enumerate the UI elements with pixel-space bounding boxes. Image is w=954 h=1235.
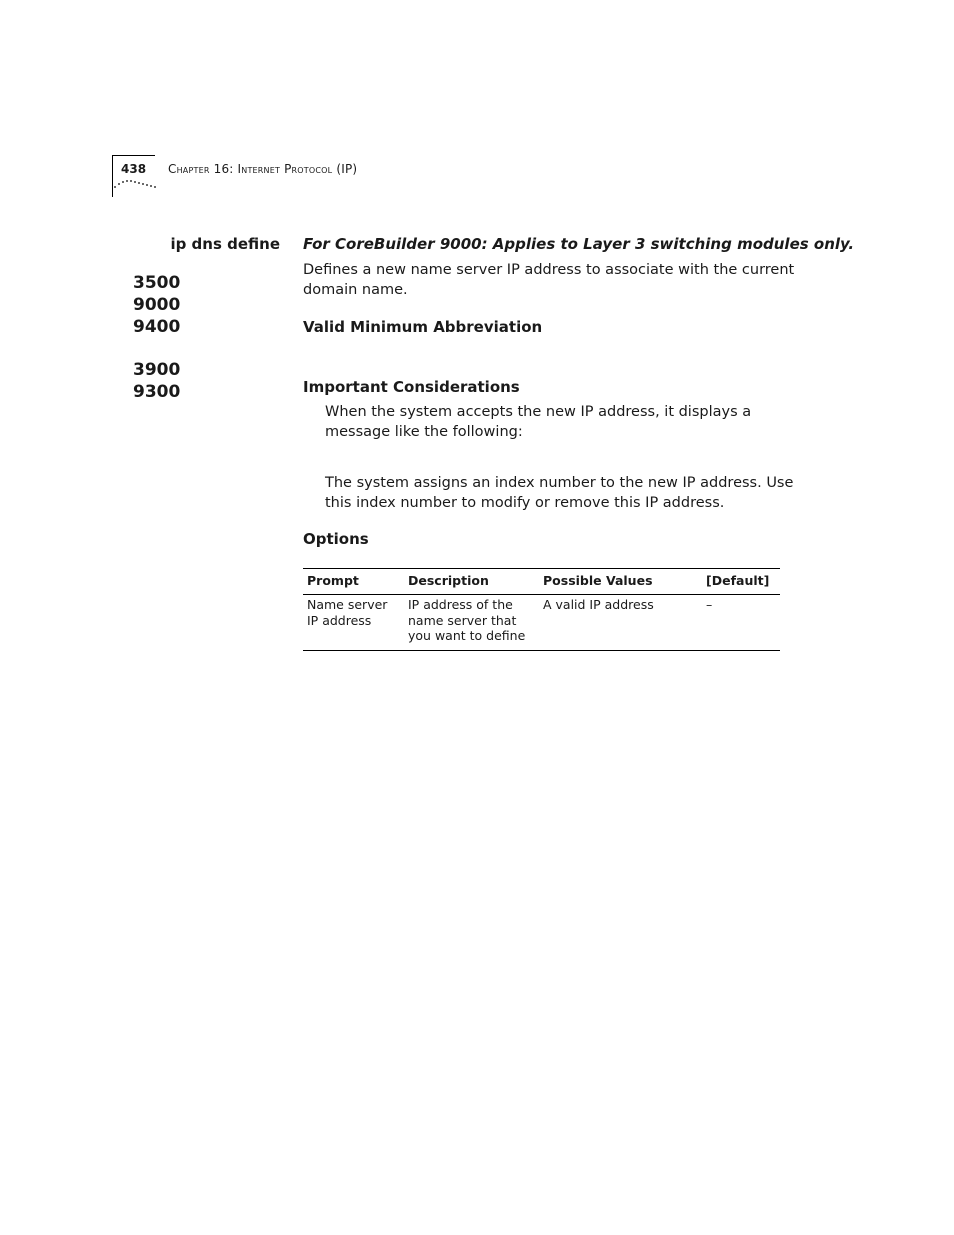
column-header: Prompt [307, 573, 359, 588]
table-cell: Name server IP address [307, 597, 388, 628]
platform-list [133, 272, 180, 403]
table-header-row [303, 569, 780, 595]
platform-number: 3500 [133, 273, 181, 293]
applies-note: For CoreBuilder 9000: Applies to Layer 3 switching modules only. [303, 235, 855, 253]
options-table [303, 568, 780, 651]
header-rule-vertical [112, 155, 113, 197]
table-cell: IP address of the name server that you want to define [408, 597, 526, 643]
platform-number: 9000 [133, 295, 181, 315]
important-considerations-heading: Important Considerations [303, 378, 520, 396]
page-number: 438 [121, 162, 147, 176]
platform-number: 3900 [133, 360, 181, 380]
platform-number: 9400 [133, 317, 181, 337]
definition-text: Defines a new name server IP address to associate with the current domain name. [303, 262, 795, 298]
main-content [303, 235, 855, 548]
table-cell: A valid IP address [543, 597, 654, 612]
header-rule-horizontal [112, 155, 155, 156]
consideration-text-1: When the system accepts the new IP address, it displays a message like the following: [325, 404, 752, 440]
table-cell: – [706, 597, 713, 612]
platform-number: 9300 [133, 382, 181, 402]
table-row [303, 595, 780, 651]
column-header: Description [408, 573, 489, 588]
column-header: [Default] [706, 573, 770, 588]
command-name: ip dns define [170, 235, 280, 253]
chapter-title: Chapter 16: Internet Protocol (IP) [168, 162, 358, 176]
valid-min-abbrev-heading: Valid Minimum Abbreviation [303, 318, 543, 336]
options-heading: Options [303, 530, 369, 548]
column-header: Possible Values [543, 573, 653, 588]
header-dots-decoration [113, 178, 158, 190]
consideration-text-2: The system assigns an index number to the new IP address. Use this index number to modify or remove this IP address. [325, 475, 794, 511]
